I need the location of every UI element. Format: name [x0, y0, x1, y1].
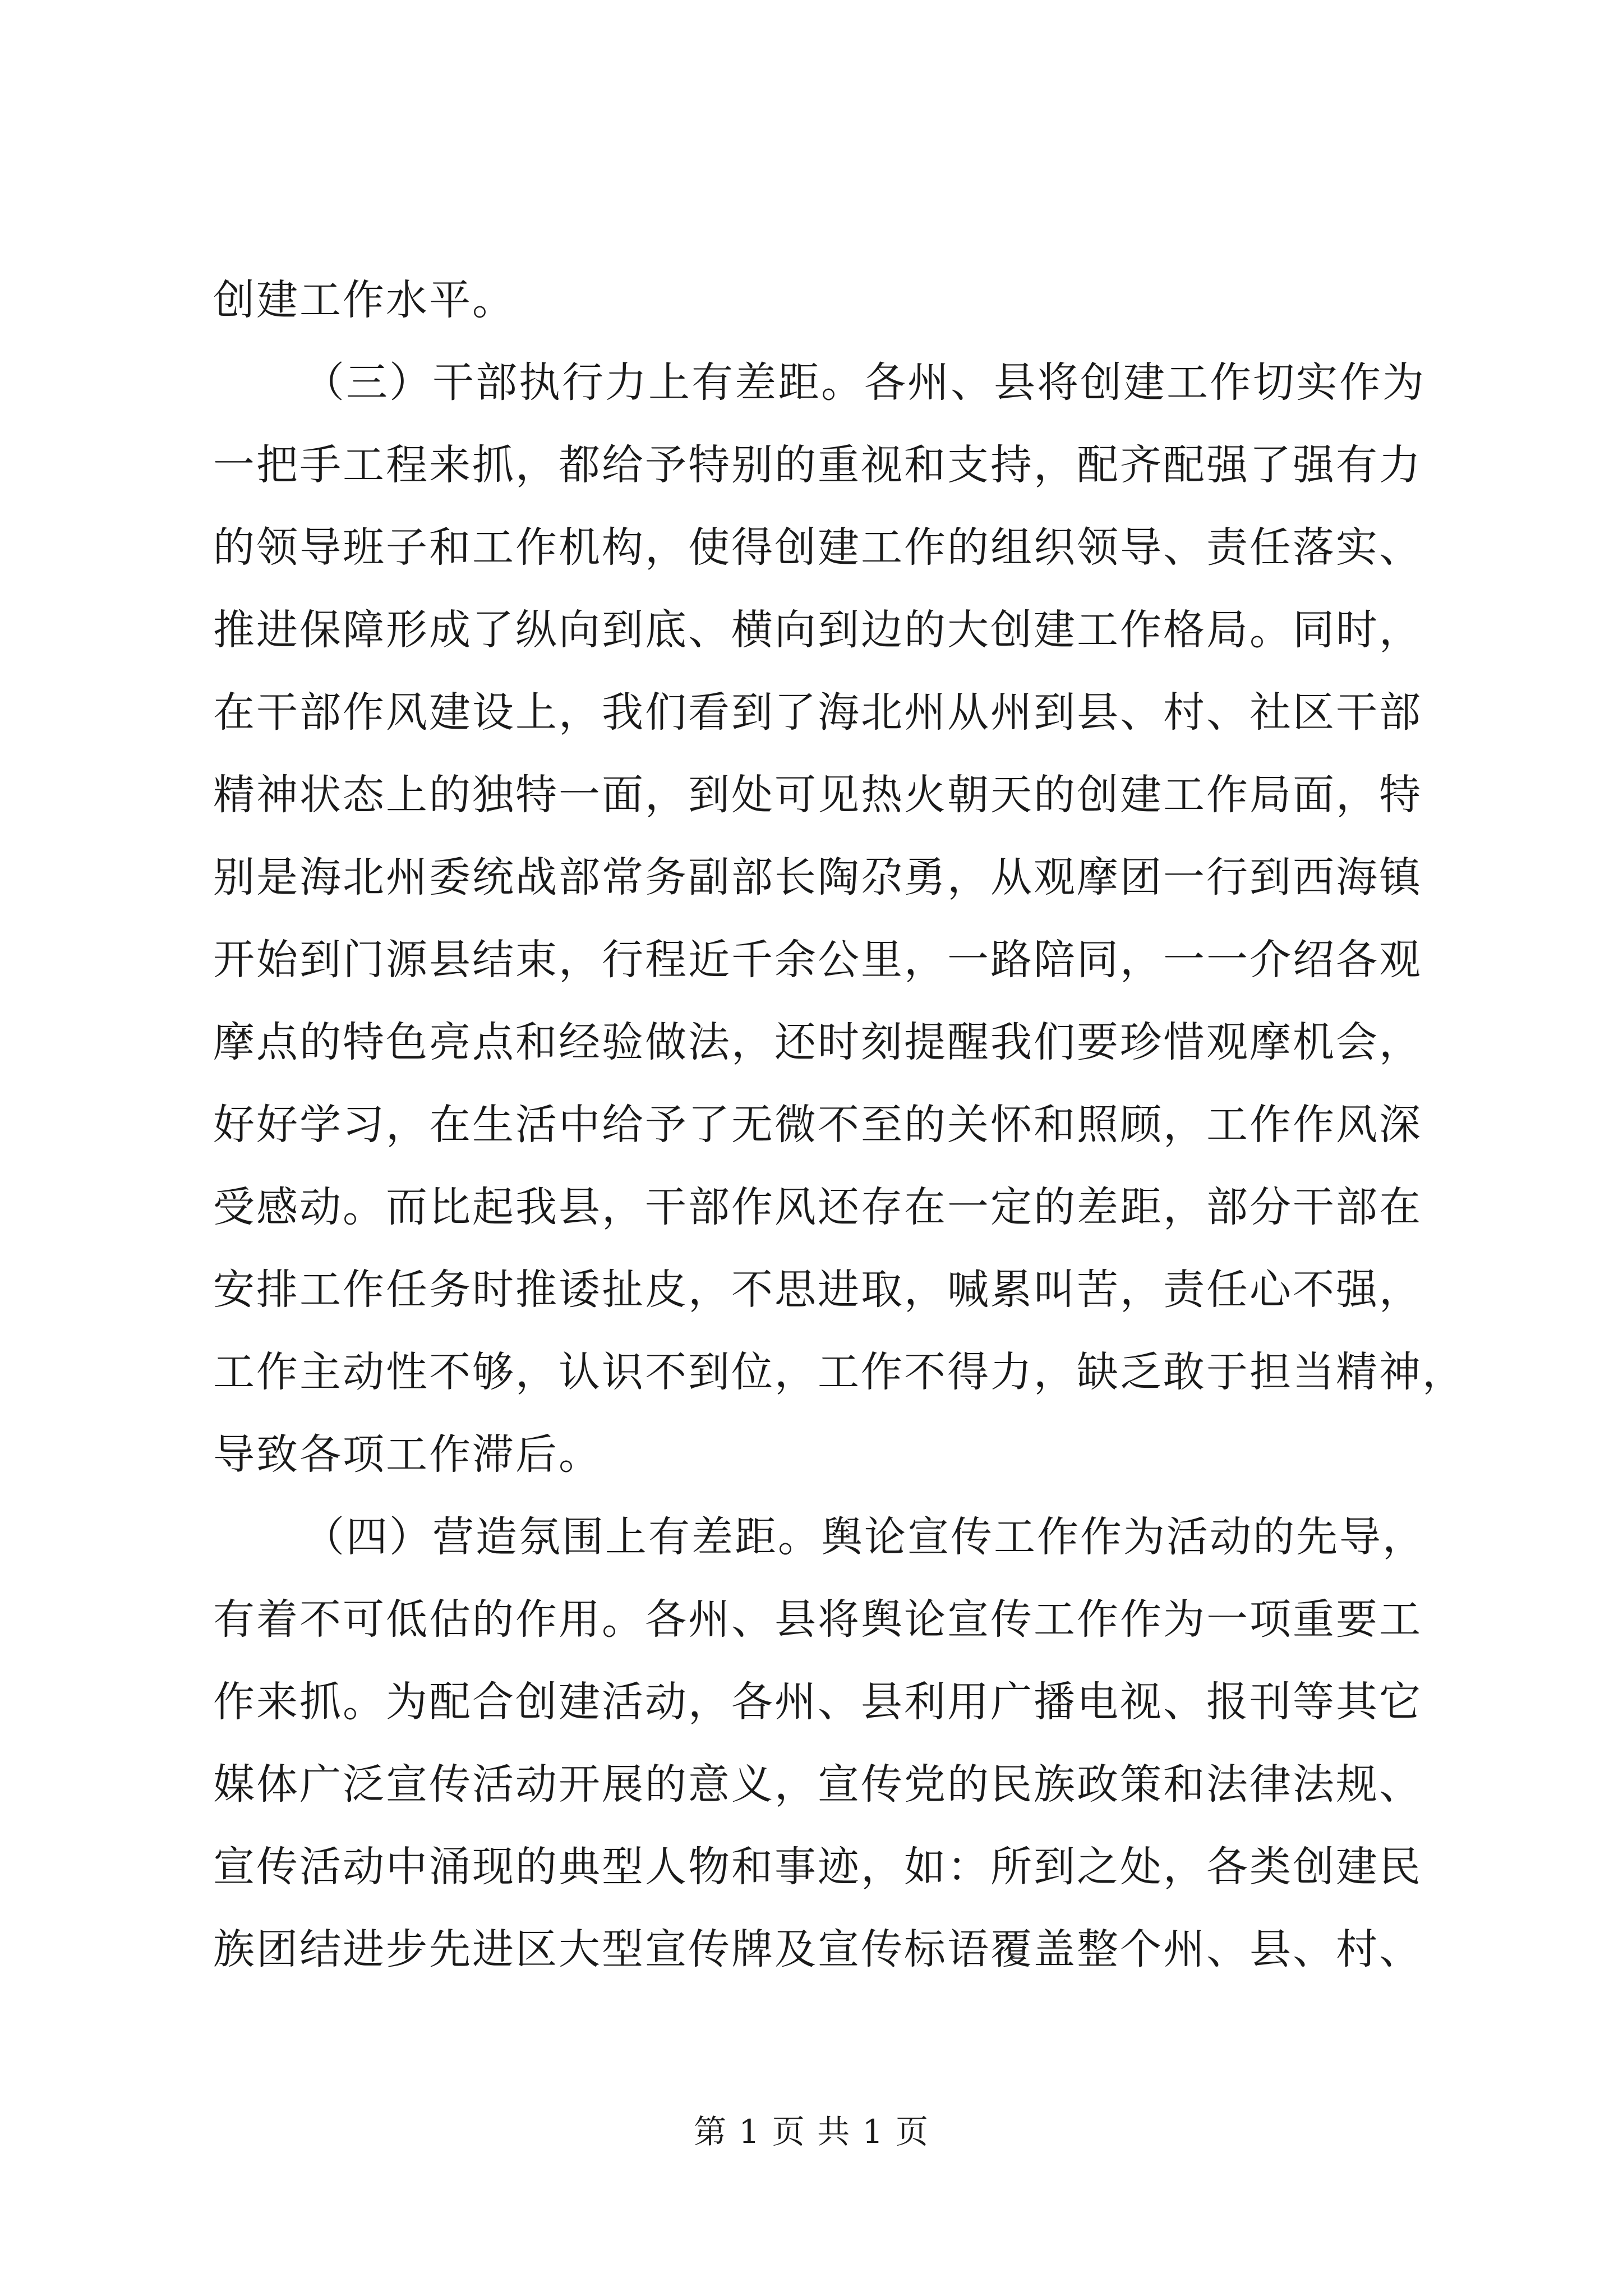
- text-line: （三）干部执行力上有差距。各州、县将创建工作切实作为: [303, 358, 1426, 407]
- text-line: 媒体广泛宣传活动开展的意义，宣传党的民族政策和法律法规、: [213, 1760, 1422, 1809]
- text-line: 受感动。而比起我县，干部作风还存在一定的差距，部分干部在: [213, 1183, 1422, 1231]
- text-line: 作来抓。为配合创建活动，各州、县利用广播电视、报刊等其它: [213, 1678, 1422, 1726]
- text-line: 一把手工程来抓，都给予特别的重视和支持，配齐配强了强有力: [213, 441, 1422, 489]
- text-line: 宣传活动中涌现的典型人物和事迹，如：所到之处，各类创建民: [213, 1843, 1422, 1891]
- text-line: 创建工作水平。: [213, 276, 515, 324]
- page-footer: 第 1 页 共 1 页: [694, 2113, 929, 2151]
- text-line: 有着不可低估的作用。各州、县将舆论宣传工作作为一项重要工: [213, 1595, 1422, 1644]
- text-line: 在干部作风建设上，我们看到了海北州从州到县、村、社区干部: [213, 688, 1422, 737]
- text-line: 摩点的特色亮点和经验做法，还时刻提醒我们要珍惜观摩机会，: [213, 1018, 1422, 1066]
- text-line: 族团结进步先进区大型宣传牌及宣传标语覆盖整个州、县、村、: [213, 1925, 1422, 1973]
- text-line: 开始到门源县结束，行程近千余公里，一路陪同，一一介绍各观: [213, 936, 1422, 984]
- text-line: 推进保障形成了纵向到底、横向到边的大创建工作格局。同时，: [213, 606, 1422, 654]
- text-line: 工作主动性不够，认识不到位，工作不得力，缺乏敢于担当精神，: [213, 1348, 1465, 1396]
- text-line: 别是海北州委统战部常务副部长陶尕勇，从观摩团一行到西海镇: [213, 853, 1422, 901]
- text-line: 导致各项工作滞后。: [213, 1430, 602, 1479]
- text-line: （四）营造氛围上有差距。舆论宣传工作作为活动的先导，: [303, 1513, 1426, 1561]
- text-line: 安排工作任务时推诿扯皮，不思进取，喊累叫苦，责任心不强，: [213, 1266, 1422, 1314]
- text-line: 精神状态上的独特一面，到处可见热火朝天的创建工作局面，特: [213, 771, 1422, 819]
- body-text: [213, 259, 1465, 1991]
- text-line: 好好学习，在生活中给予了无微不至的关怀和照顾，工作作风深: [213, 1101, 1422, 1149]
- text-line: 的领导班子和工作机构，使得创建工作的组织领导、责任落实、: [213, 523, 1422, 572]
